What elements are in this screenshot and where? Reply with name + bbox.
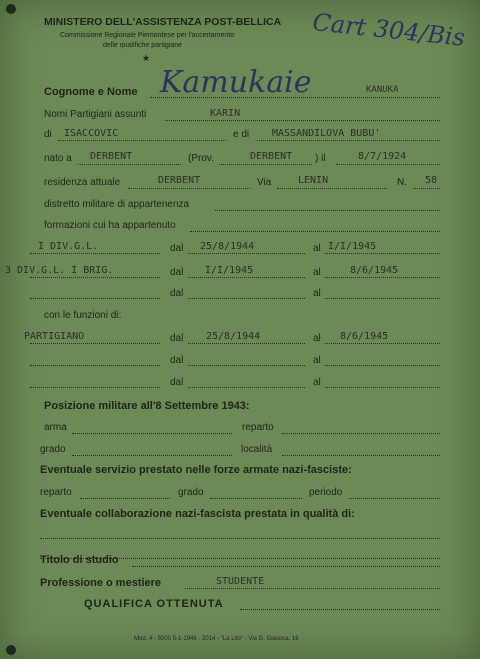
star-icon: ★ [142,53,151,63]
function-from-line [188,343,305,344]
formation-to: 8/6/1945 [350,265,399,276]
birthplace-value: DERBENT [90,151,133,162]
father-line [58,140,226,141]
street-label: Via [257,177,272,188]
ministry-title: MINISTERO DELL'ASSISTENZA POST-BELLICA [44,16,282,28]
function-from-label: dal [170,333,184,344]
partisan-name-value: KARIN [210,108,241,119]
number-line [413,188,440,189]
service-reparto-label: reparto [40,487,72,498]
grado-label: grado [40,444,66,455]
function-role-line [30,365,160,366]
mother-line [257,140,440,141]
formation-from: I/I/1945 [205,265,254,276]
reparto-label: reparto [242,422,274,433]
grado-line [72,455,232,456]
formation-from: 25/8/1944 [200,241,255,252]
mother-label: e di [233,129,250,140]
function-role-line [30,387,160,388]
service-periodo-line [349,498,440,499]
birthdate-value: 8/7/1924 [358,151,407,162]
formation-from-label: dal [170,267,184,278]
function-from-label: dal [170,355,184,366]
formations-label: formazioni cui ha appartenuto [44,220,176,231]
service-grado-label: grado [178,487,204,498]
birthplace-line [78,164,181,165]
localita-line [282,455,440,456]
residence-label: residenza attuale [44,177,121,188]
function-to-label: al [313,377,321,388]
function-from: 25/8/1944 [206,331,261,342]
street-line [277,188,387,189]
street-value: LENIN [298,175,329,186]
function-to-line [325,343,440,344]
surname-name-label: Cognome e Nome [44,86,138,98]
function-to-line [325,365,440,366]
service-title: Eventuale servizio prestato nelle forze armate nazi-fasciste: [40,464,352,476]
number-label: N. [397,177,407,188]
print-footer: Mod. 4 - 5000 5-1-1946 - 2014 - "La Lito" - Via G. Giacosa, 16 [134,636,299,642]
formation-from-line [188,298,305,299]
service-periodo-label: periodo [309,487,343,498]
function-from-line [188,387,305,388]
reparto-line [282,433,440,434]
district-label: distretto militare di appartenenza [44,199,190,210]
profession-line [185,588,440,589]
formation-from-label: dal [170,288,184,299]
function-role: PARTIGIANO [24,331,85,342]
number-value: 58 [425,175,438,186]
commission-line-1: Commissione Regionale Piemontese per l'accertamento [60,32,235,39]
handwritten-surname: Kamukaie [160,65,312,100]
formation-to-label: al [313,243,321,254]
province-value: DERBENT [250,151,293,162]
arma-label: arma [44,422,67,433]
military-position-title: Posizione militare all'8 Settembre 1943: [44,400,250,412]
formation-to-line [325,277,440,278]
formation-unit-line [30,298,160,299]
formation-from-line [188,253,305,254]
formation-unit-line [30,277,160,278]
formation-unit: I DIV.G.L. [38,241,99,252]
residence-line [128,188,250,189]
father-label: di [44,129,52,140]
service-reparto-line [80,498,170,499]
formation-unit: 3 DIV.G.L. I BRIG. [5,265,114,276]
formation-to: I/I/1945 [328,241,377,252]
formation-from-label: dal [170,243,184,254]
functions-label: con le funzioni di: [44,310,122,321]
formation-from-line [188,277,305,278]
birthdate-label: ) il [315,153,326,164]
partisan-names-line [165,120,440,121]
qualification-label: QUALIFICA OTTENUTA [84,598,224,610]
function-to-line [325,387,440,388]
function-role-line [30,343,160,344]
father-value: ISACCOVIC [64,128,119,139]
profession-label: Professione o mestiere [40,577,162,589]
study-label: Titolo di studio [40,554,119,566]
formation-to-label: al [313,267,321,278]
formation-to-line [325,253,440,254]
punch-hole [6,4,16,14]
mother-value: MASSANDILOVA BUBU' [272,128,381,139]
study-line [132,566,440,567]
typed-surname: KANUKA [366,85,399,95]
district-line [215,210,440,211]
collaboration-line-1 [40,538,440,539]
commission-line-2: delle qualifiche partigiane [103,42,182,49]
province-line [219,164,312,165]
qualification-line [240,609,440,610]
punch-hole [6,645,16,655]
collaboration-title: Eventuale collaborazione nazi-fascista prestata in qualità di: [40,508,355,520]
localita-label: località [241,444,273,455]
born-at-label: nato a [44,153,72,164]
formation-to-label: al [313,288,321,299]
file-note: Cart 304/Bis [311,8,467,52]
function-to-label: al [313,333,321,344]
function-to: 8/6/1945 [340,331,389,342]
profession-value: STUDENTE [216,576,265,587]
arma-line [72,433,232,434]
function-from-line [188,365,305,366]
function-to-label: al [313,355,321,366]
province-label: (Prov. [188,153,214,164]
formation-to-line [325,298,440,299]
service-grado-line [210,498,302,499]
birthdate-line [336,164,440,165]
residence-value: DERBENT [158,175,201,186]
formations-header-line [190,231,440,232]
partisan-names-label: Nomi Partigiani assunti [44,109,147,120]
formation-unit-line [30,253,160,254]
function-from-label: dal [170,377,184,388]
